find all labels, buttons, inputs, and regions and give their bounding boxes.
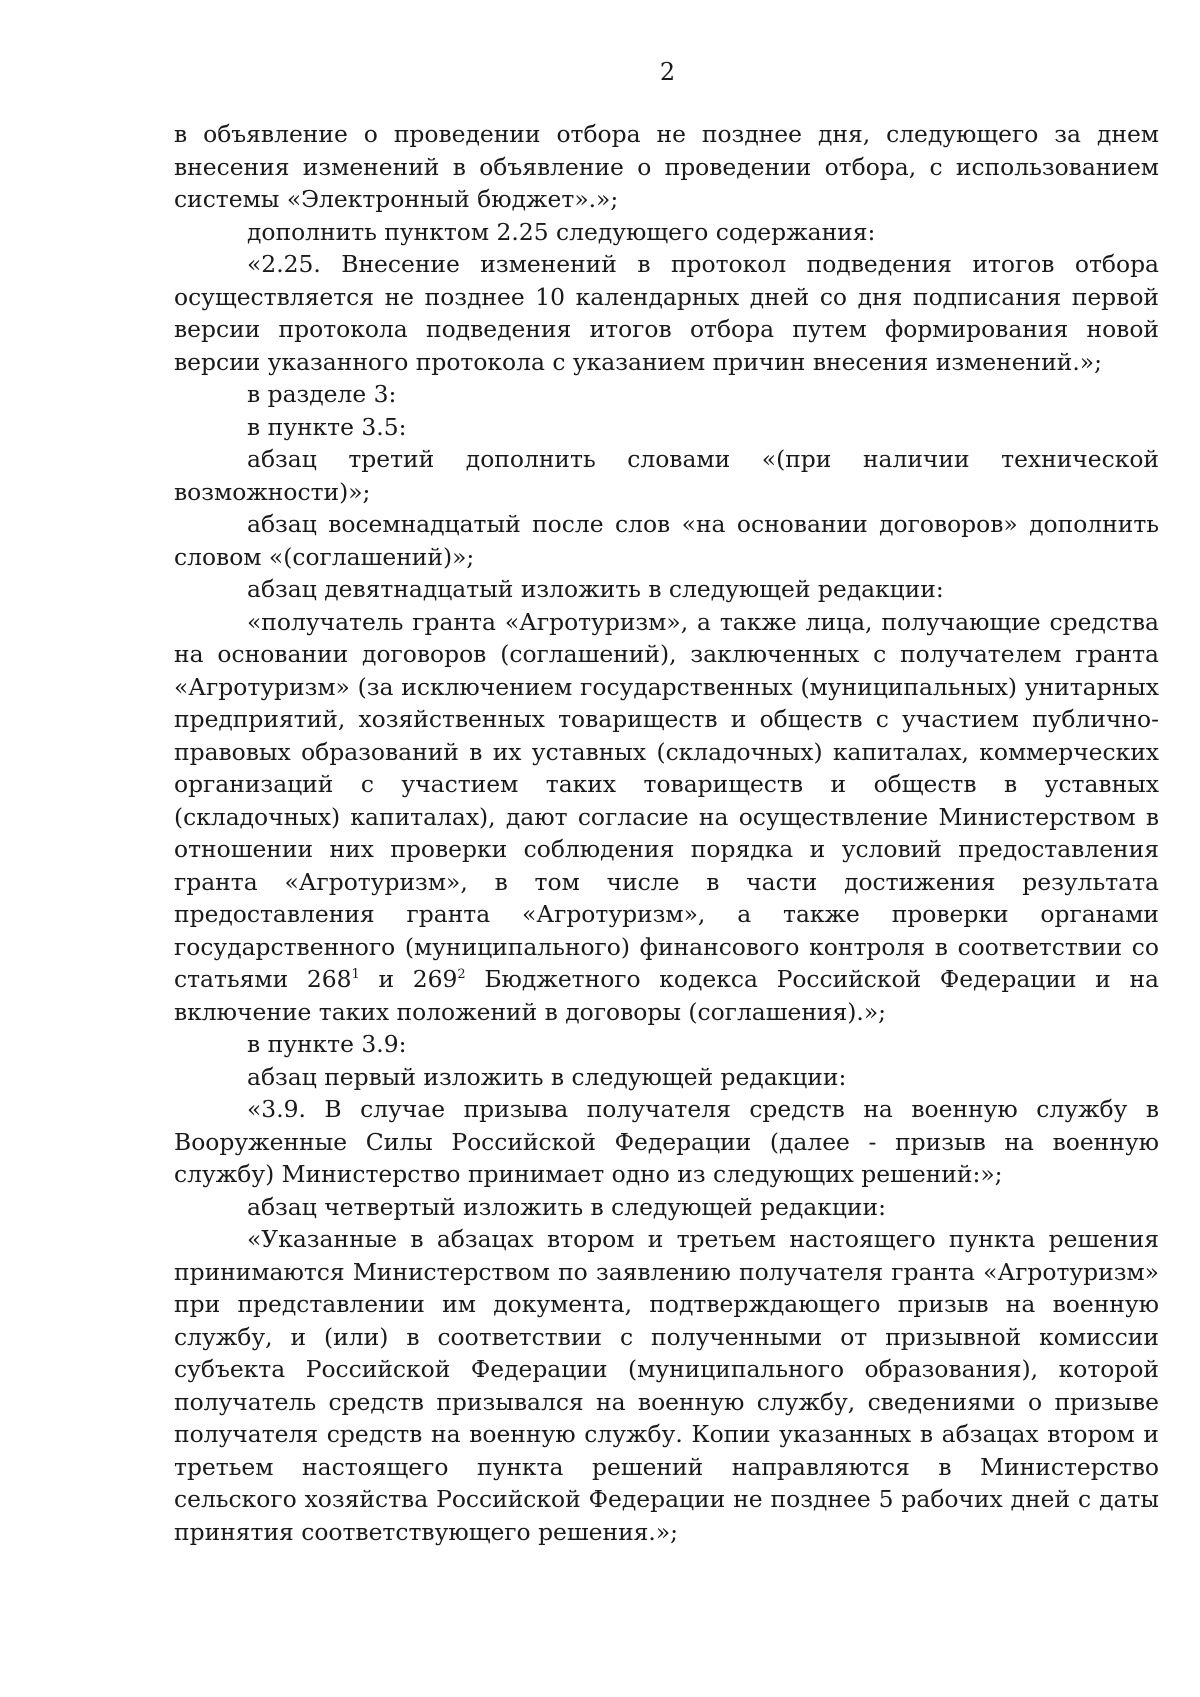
consent-text-before: «получатель гранта «Агротуризм», а также лица, получающие средства на основании договоров (соглашений), заключенных с получателем гранта «Агротуризм» (за исключением государственных (муниципальных) унитарных предприятий, хозяйственных товариществ и обществ с участием публично-правовых образований в их уставных (складочных) капиталах, коммерческих организаций с участием таких товариществ и обществ в уставных (складочных) капиталах), дают согласие на осуществление Министерством в отношении них проверки соблюдения порядка и условий предоставления гранта «Агротуризм», в том числе в части достижения результата предоставления гранта «Агротуризм», а также проверки органами государственного (муниципального) финансового контроля в соответствии со статьями 268 <box>174 607 1159 993</box>
paragraph-third-abzac: абзац третий дополнить словами «(при наличии технической возможности)»; <box>174 445 1159 506</box>
paragraph-clause-2-25: «2.25. Внесение изменений в протокол подведения итогов отбора осуществляется не позднее 10 календарных дней со дня подписания первой версии протокола подведения итогов отбора путем формирования новой версии указанного протокола с указанием причин внесения изменений.»; <box>174 250 1159 376</box>
document-body <box>174 118 1159 1548</box>
paragraph-clause-3-5: в пункте 3.5: <box>247 412 407 441</box>
page-number: 2 <box>659 58 676 86</box>
paragraph-section-3: в разделе 3: <box>247 380 397 408</box>
paragraph-first-abzac: абзац первый изложить в следующей редакции: <box>247 1062 847 1091</box>
paragraph-clause-3-9: в пункте 3.9: <box>247 1030 407 1058</box>
paragraph-eighteenth-abzac: абзац восемнадцатый после слов «на основании договоров» дополнить словом «(соглашений)»; <box>174 510 1159 571</box>
consent-text-middle: и 269 <box>359 965 458 993</box>
paragraph-add-clause: дополнить пунктом 2.25 следующего содержания: <box>247 217 876 246</box>
paragraph-clause-3-9-text: «3.9. В случае призыва получателя средств на военную службу в Вооруженные Силы Российской Федерации (далее - призыв на военную службу) Министерство принимает одно из следующих решений:»; <box>174 1095 1159 1188</box>
paragraph-nineteenth-abzac: абзац девятнадцатый изложить в следующей редакции: <box>247 575 944 603</box>
paragraph-decisions-text: «Указанные в абзацах втором и третьем настоящего пункта решения принимаются Министерством по заявлению получателя гранта «Агротуризм» при представлении им документа, подтверждающего призыв на военную службу, и (или) в соответствии с полученными от призывной комиссии субъекта Российской Федерации (муниципального образования), которой получатель средств призывался на военную службу, сведениями о призыве получателя средств на военную службу. Копии указанных в абзацах втором и третьем настоящего пункта решений направляются в Министерство сельского хозяйства Российской Федерации не позднее 5 рабочих дней с даты принятия соответствующего решения.»; <box>174 1225 1159 1546</box>
paragraph-continuation: в объявление о проведении отбора не позднее дня, следующего за днем внесения изменений в объявление о проведении отбора, с использованием системы «Электронный бюджет».»; <box>174 120 1159 213</box>
paragraph-recipient-consent <box>174 606 1159 1029</box>
superscript-1: 1 <box>351 966 360 982</box>
paragraph-fourth-abzac: абзац четвертый изложить в следующей редакции: <box>247 1192 886 1221</box>
consent-text-after: Бюджетного кодекса Российской Федерации и на включение таких положений в договоры (соглашения).»; <box>174 965 1159 1026</box>
superscript-2: 2 <box>457 966 466 982</box>
